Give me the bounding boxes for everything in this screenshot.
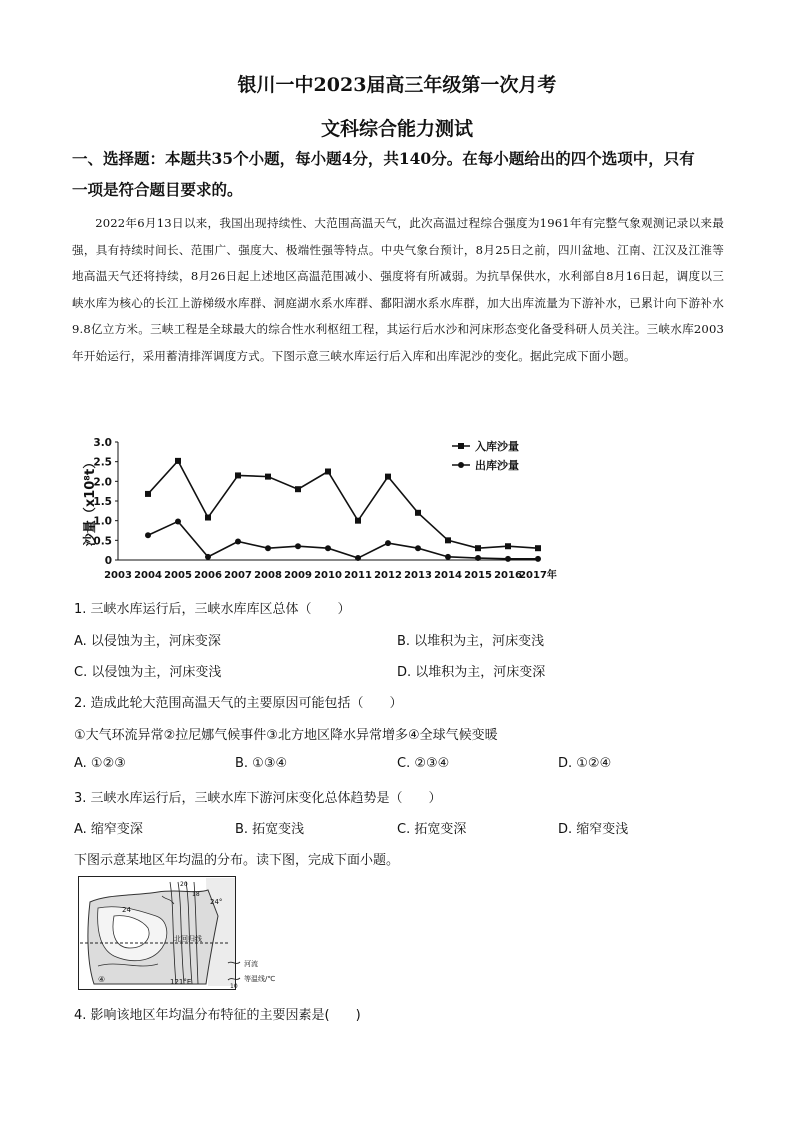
x-tick-label: 2011 xyxy=(344,570,372,581)
inflow-point xyxy=(385,474,391,480)
inflow-point xyxy=(205,515,211,521)
x-tick-label: 2010 xyxy=(314,570,342,581)
sediment-chart-svg xyxy=(80,432,557,588)
x-tick-label: 2004 xyxy=(134,570,162,581)
q3-option-d[interactable]: D. 缩窄变浅 xyxy=(558,822,629,837)
legend-isotherm-symbol xyxy=(228,978,240,980)
series-line-1 xyxy=(148,461,538,548)
outflow-point xyxy=(355,555,361,561)
outflow-point xyxy=(325,545,331,551)
legend-isotherm-value: 10 xyxy=(230,983,238,990)
page-subtitle: 文科综合能力测试 xyxy=(320,118,473,140)
isotherm-label-24-deg: 24° xyxy=(210,898,223,906)
outflow-point xyxy=(535,556,541,562)
legend-river-symbol xyxy=(228,962,240,963)
question-2-statements: ①大气环流异常②拉尼娜气候事件③北方地区降水异常增多④全球气候变暖 xyxy=(74,728,498,743)
legend-marker-square xyxy=(458,443,464,449)
x-tick-label: 2015 xyxy=(464,570,492,581)
inflow-point xyxy=(535,545,541,551)
legend-isotherm-label: 等温线/℃ xyxy=(244,975,276,983)
series-line-2 xyxy=(148,521,538,558)
q1-option-b[interactable]: B. 以堆积为主，河床变浅 xyxy=(397,634,545,649)
y-tick-label: 0.5 xyxy=(93,535,112,548)
outflow-point xyxy=(415,545,421,551)
y-tick-label: 1.0 xyxy=(93,515,112,528)
q3-option-b[interactable]: B. 拓宽变浅 xyxy=(235,822,305,837)
q2-option-d[interactable]: D. ①②④ xyxy=(558,756,612,771)
outflow-point xyxy=(385,540,391,546)
section-heading xyxy=(72,143,732,205)
q3-option-c[interactable]: C. 拓宽变深 xyxy=(397,822,467,837)
inflow-point xyxy=(235,472,241,478)
x-tick-label: 2017年 xyxy=(519,570,557,581)
question-2-stem: 2. 造成此轮大范围高温天气的主要原因可能包括（ ） xyxy=(74,696,403,711)
q1-option-c[interactable]: C. 以侵蚀为主，河床变浅 xyxy=(74,665,222,680)
q1-option-a[interactable]: A. 以侵蚀为主，河床变深 xyxy=(74,634,221,649)
outflow-point xyxy=(445,554,451,560)
x-tick-label: 2008 xyxy=(254,570,282,581)
x-tick-label: 2016 xyxy=(494,570,522,581)
inflow-point xyxy=(325,469,331,475)
y-tick-label: 2.0 xyxy=(93,476,112,489)
section-heading-line2: 一项是符合题目要求的。 xyxy=(72,180,243,199)
y-tick-label: 2.5 xyxy=(93,456,112,469)
map-marker-4: ④ xyxy=(98,975,106,984)
legend-river-label: 河流 xyxy=(244,960,258,968)
map-label-18: 18 xyxy=(192,891,200,898)
x-tick-label: 2009 xyxy=(284,570,312,581)
inflow-point xyxy=(505,543,511,549)
q2-option-c[interactable]: C. ②③④ xyxy=(397,756,450,771)
outflow-point xyxy=(295,543,301,549)
inflow-point xyxy=(475,545,481,551)
legend-label-2: 出库沙量 xyxy=(475,459,519,472)
page-title: 银川一中2023届高三年级第一次月考 xyxy=(237,74,557,96)
legend-label-1: 入库沙量 xyxy=(475,440,519,453)
longitude-label: 121°E xyxy=(170,978,192,986)
x-tick-label: 2005 xyxy=(164,570,192,581)
inflow-point xyxy=(265,474,271,480)
map-legend xyxy=(226,958,316,990)
map-legend-svg xyxy=(226,958,316,990)
inflow-point xyxy=(355,518,361,524)
map-label-20: 20 xyxy=(180,881,188,888)
outflow-point xyxy=(145,532,151,538)
isotherm-map-svg xyxy=(78,876,236,990)
legend-marker-circle xyxy=(458,462,464,468)
isotherm-map xyxy=(78,876,236,990)
inflow-point xyxy=(415,510,421,516)
q1-option-d[interactable]: D. 以堆积为主，河床变深 xyxy=(397,665,546,680)
y-tick-label: 3.0 xyxy=(93,437,112,449)
outflow-point xyxy=(235,539,241,545)
x-tick-label: 2014 xyxy=(434,570,462,581)
section-heading-line1: 一、选择题：本题共35个小题，每小题4分，共140分。在每小题给出的四个选项中，只有 xyxy=(72,149,695,168)
passage: 2022年6月13日以来，我国出现持续性、大范围高温天气，此次高温过程综合强度为1961年有完整气象观测记录以来最强，具有持续时间长、范围广、强度大、极端性强等特点。中央气象台预计，8月25日之前，四川盆地、江南、江汉及江淮等地高温天气还将持续，8月26日起上述地区高温范围减小、强度将有所减弱。为抗旱保供水，水利部自8月16日起，调度以三峡水库为核心的长江上游梯级水库群、洞庭湖水系水库群、鄱阳湖水系水库群，加大出库流量为下游补水，已累计向下游补水9.8亿立方米。三峡工程是全球最大的综合性水利枢纽工程，其运行后水沙和河床形态变化备受科研人员关注。三峡水库2003年开始运行，采用蓄清排浑调度方式。下图示意三峡水库运行后入库和出库泥沙的变化。据此完成下面小题。 xyxy=(72,216,724,363)
map-intro: 下图示意某地区年均温的分布。读下图，完成下面小题。 xyxy=(74,853,400,868)
sediment-chart xyxy=(80,432,557,588)
x-tick-label: 2012 xyxy=(374,570,402,581)
q3-option-a[interactable]: A. 缩窄变深 xyxy=(74,822,143,837)
isotherm-label-24: 24 xyxy=(122,906,131,914)
tropic-label: 北回归线 xyxy=(174,935,202,943)
x-tick-label: 2006 xyxy=(194,570,222,581)
y-tick-label: 0 xyxy=(104,555,112,567)
outflow-point xyxy=(505,556,511,562)
x-tick-label: 2003 xyxy=(104,570,132,581)
inflow-point xyxy=(445,537,451,543)
outflow-point xyxy=(265,545,271,551)
inflow-point xyxy=(295,486,301,492)
question-3-stem: 3. 三峡水库运行后，三峡水库下游河床变化总体趋势是（ ） xyxy=(74,791,442,806)
y-axis-label: 沙量（x10⁸t） xyxy=(83,455,98,547)
outflow-point xyxy=(175,518,181,524)
x-tick-label: 2007 xyxy=(224,570,252,581)
inflow-point xyxy=(145,491,151,497)
outflow-point xyxy=(205,554,211,560)
outflow-point xyxy=(475,555,481,561)
question-1-stem: 1. 三峡水库运行后，三峡水库库区总体（ ） xyxy=(74,602,351,617)
question-4-stem: 4. 影响该地区年均温分布特征的主要因素是( ) xyxy=(74,1008,361,1023)
q2-option-b[interactable]: B. ①③④ xyxy=(235,756,288,771)
x-tick-label: 2013 xyxy=(404,570,432,581)
inflow-point xyxy=(175,458,181,464)
y-tick-label: 1.5 xyxy=(93,496,112,508)
q2-option-a[interactable]: A. ①②③ xyxy=(74,756,126,771)
